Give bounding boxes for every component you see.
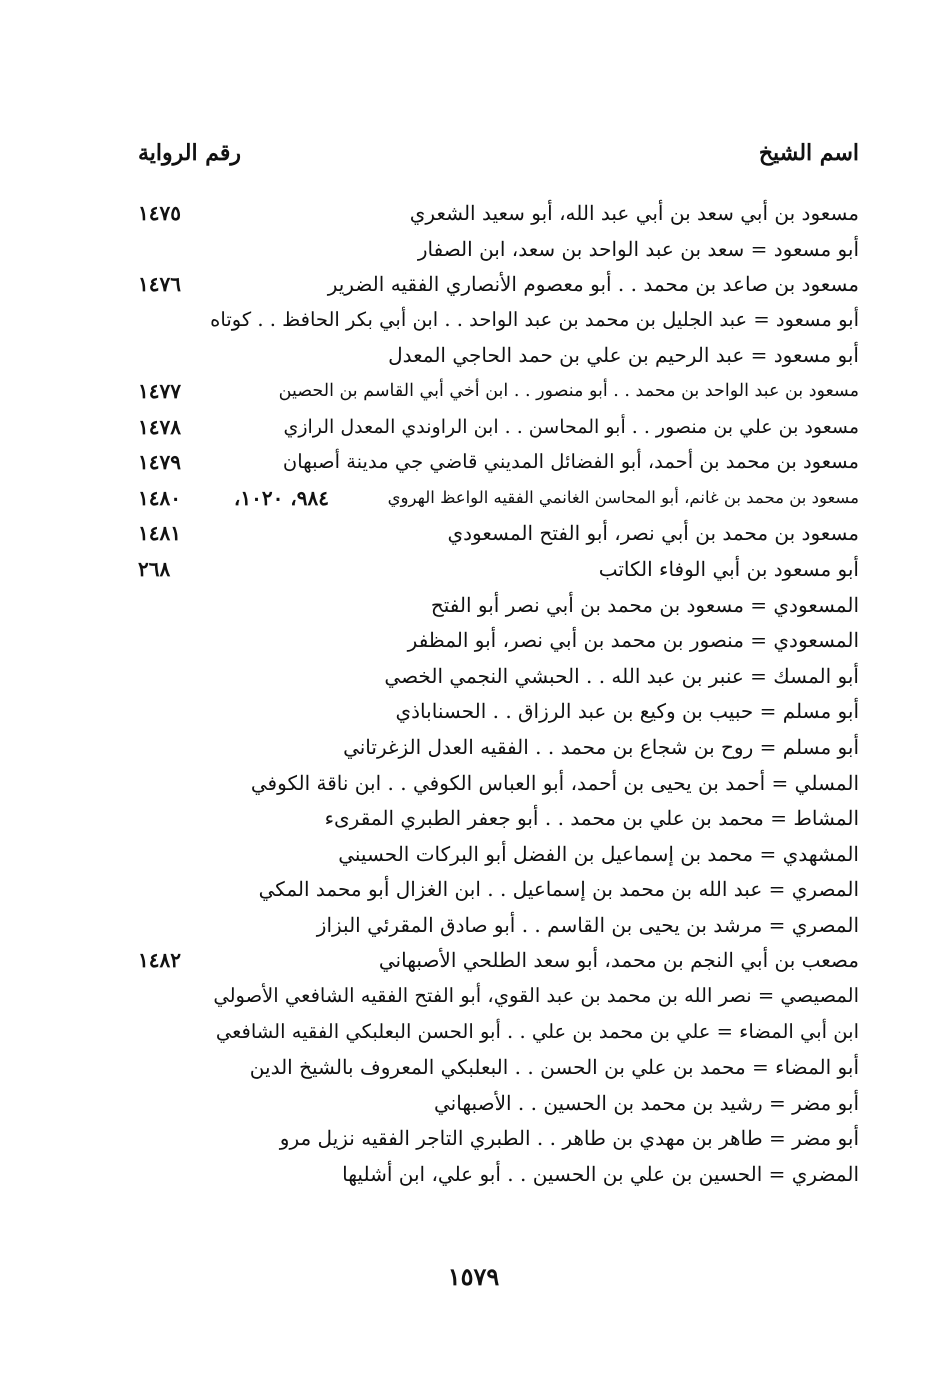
list-item xyxy=(0,766,947,802)
list-item xyxy=(0,943,947,979)
narration-number: ١٤٨٢ xyxy=(138,948,181,973)
sheikh-name: مسعود بن محمد بن أحمد، أبو الفضائل المديني قاضي جي مدينة أصبهان xyxy=(282,450,859,474)
sheikh-name: المسعودي = منصور بن محمد بن أبي نصر، أبو المظفر xyxy=(407,628,859,653)
list-item xyxy=(0,588,947,624)
list-item xyxy=(0,1157,947,1193)
sheikh-name: المسعودي = مسعود بن محمد بن أبي نصر أبو الفتح xyxy=(430,592,859,617)
sheikh-name: أبو مسعود = عبد الجليل بن محمد بن عبد الواحد . . ابن أبي بكر الحافظ . . كوتاه xyxy=(210,307,859,331)
list-item xyxy=(0,303,947,339)
sheikh-name: مسعود بن محمد بن أبي نصر، أبو الفتح المسعودي xyxy=(447,521,859,546)
entries-list xyxy=(0,196,947,1193)
sheikh-name: المسلي = أحمد بن يحيى بن أحمد، أبو العباس الكوفي . . ابن ناقة الكوفي xyxy=(250,770,859,795)
list-item xyxy=(0,552,947,588)
header-sheikh-name: اسم الشيخ xyxy=(758,140,859,166)
sheikh-name: المصيصي = نصر الله بن محمد بن عبد القوي، أبو الفتح الفقيه الشافعي الأصولي xyxy=(213,984,859,1008)
narration-number: ٢٦٨ xyxy=(138,556,171,581)
narration-number: ١٤٧٩ xyxy=(138,450,181,475)
sheikh-name: المصري = مرشد بن يحيى بن القاسم . . أبو صادق المقرئي البزاز xyxy=(316,912,859,937)
list-item xyxy=(0,410,947,446)
list-item xyxy=(0,267,947,303)
narration-number: ١٤٨٠ xyxy=(138,485,181,510)
list-item xyxy=(0,1086,947,1122)
sheikh-name: مسعود بن عبد الواحد بن محمد . . أبو منصور . . ابن أخي أبي القاسم بن الحصين xyxy=(278,380,859,401)
narration-number: ١٤٧٥ xyxy=(138,201,181,225)
sheikh-name: مصعب بن أبي النجم بن محمد، أبو سعد الطلحي الأصبهاني xyxy=(378,948,859,973)
sheikh-name: أبو مضر = طاهر بن مهدي بن طاهر . . الطبري التاجر الفقيه نزيل مرو xyxy=(279,1126,859,1151)
list-item xyxy=(0,659,947,695)
sheikh-name: ابن أبي المضاء = علي بن محمد بن علي . . أبو الحسن البعلبكي الفقيه الشافعي xyxy=(215,1019,859,1043)
list-item xyxy=(0,694,947,730)
list-item xyxy=(0,979,947,1015)
sheikh-name: أبو مسلم = روح بن شجاع بن محمد . . الفقيه العدل الزغرتاني xyxy=(343,734,859,759)
list-item xyxy=(0,1015,947,1051)
sheikh-name: أبو مسعود بن أبي الوفاء الكاتب xyxy=(598,556,859,581)
sheikh-name: أبو المسك = عنبر بن عبد الله . . الحبشي النجمي الخصي xyxy=(384,663,859,688)
list-item xyxy=(0,623,947,659)
list-item xyxy=(0,374,947,410)
sheikh-name: أبو مسعود = عبد الرحيم بن علي بن حمد الحاجي المعدل xyxy=(388,343,859,368)
narration-number: ١٤٧٧ xyxy=(138,378,181,403)
narration-number: ١٤٨١ xyxy=(138,521,181,546)
list-item xyxy=(0,196,947,232)
sheikh-name: مسعود بن صاعد بن محمد . . أبو معصوم الأنصاري الفقيه الضرير xyxy=(327,272,859,297)
sheikh-name: أبو مضر = رشيد بن محمد بن الحسين . . الأصبهاني xyxy=(434,1090,859,1115)
list-item xyxy=(0,837,947,873)
additional-narration-numbers: ٩٨٤، ١٠٢٠، xyxy=(233,485,329,510)
list-item xyxy=(0,445,947,481)
list-item xyxy=(0,1050,947,1086)
list-item xyxy=(0,1121,947,1157)
list-item xyxy=(0,232,947,268)
header-narration-number: رقم الرواية xyxy=(138,140,242,166)
narration-number: ١٤٧٨ xyxy=(138,414,181,439)
page-number: ١٥٧٩ xyxy=(447,1262,500,1291)
sheikh-name: أبو مسعود = سعد بن عبد الواحد بن سعد، ابن الصفار xyxy=(417,236,859,261)
narration-number: ١٤٧٦ xyxy=(138,272,181,297)
sheikh-name: المضري = الحسين بن علي بن الحسين . . أبو علي، ابن أشليها xyxy=(342,1162,859,1187)
sheikh-name: المصري = عبد الله بن محمد بن إسماعيل . . ابن الغزال أبو محمد المكي xyxy=(258,877,859,902)
list-item xyxy=(0,730,947,766)
sheikh-name: مسعود بن علي بن منصور . . أبو المحاسن . . ابن الراوندي المعدل الرازي xyxy=(283,415,859,438)
list-item xyxy=(0,801,947,837)
list-item xyxy=(0,516,947,552)
sheikh-name: المشاط = محمد بن علي بن محمد . . أبو جعفر الطبري المقرىء xyxy=(324,806,859,831)
list-item xyxy=(0,872,947,908)
sheikh-name: أبو المضاء = محمد بن علي بن الحسن . . البعلبكي المعروف بالشيخ الدين xyxy=(249,1055,859,1080)
sheikh-name: أبو مسلم = حبيب بن وكيع بن عبد الرزاق . . الحسناباذي xyxy=(395,699,859,724)
sheikh-name: مسعود بن محمد بن غانم، أبو المحاسن الغانمي الفقيه الواعظ الهروي xyxy=(387,487,859,507)
list-item xyxy=(0,338,947,374)
sheikh-name: مسعود بن أبي سعد بن أبي عبد الله، أبو سعيد الشعري xyxy=(409,201,859,225)
sheikh-name: المشهدي = محمد بن إسماعيل بن الفضل أبو البركات الحسيني xyxy=(338,841,859,866)
list-item xyxy=(0,908,947,944)
list-item xyxy=(0,481,947,517)
